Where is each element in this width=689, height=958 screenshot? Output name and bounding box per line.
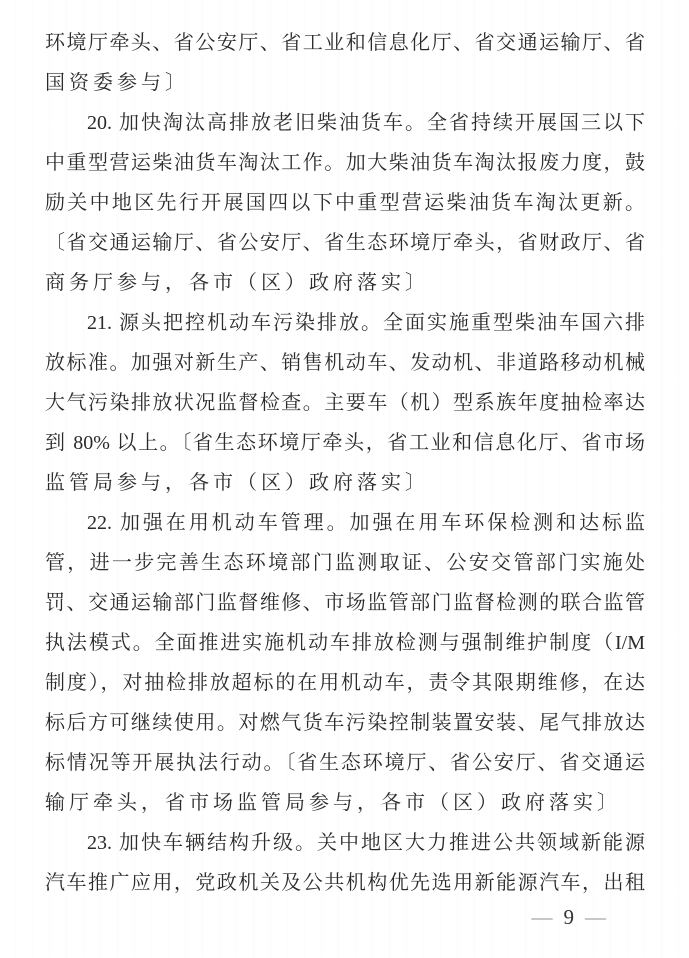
document-line: 商务厅参与，各市（区）政府落实〕 <box>45 272 429 294</box>
document-line: 放标准。加强对新生产、销售机动车、发动机、非道路移动机械 <box>45 352 645 374</box>
document-line: 监管局参与，各市（区）政府落实〕 <box>45 472 429 494</box>
document-line: 到 80% 以上。〔省生态环境厅牵头，省工业和信息化厅、省市场 <box>45 432 645 454</box>
document-line: 输厅牵头，省市场监管局参与，各市（区）政府落实〕 <box>45 792 621 814</box>
document-line: 国资委参与〕 <box>45 72 189 94</box>
document-line: 21. 源头把控机动车污染排放。全面实施重型柴油车国六排 <box>87 312 645 334</box>
document-line: 管，进一步完善生态环境部门监测取证、公安交管部门实施处 <box>45 552 645 574</box>
document-body <box>45 23 645 903</box>
document-line: 22. 加强在用机动车管理。加强在用车环保检测和达标监 <box>87 512 645 534</box>
document-line: 大气污染排放状况监督检查。主要车（机）型系族年度抽检率达 <box>45 392 645 414</box>
document-line: 汽车推广应用，党政机关及公共机构优先选用新能源汽车，出租 <box>45 872 645 894</box>
document-line: 罚、交通运输部门监督维修、市场监管部门监督检测的联合监管 <box>45 592 645 614</box>
document-line: 制度），对抽检排放超标的在用机动车，责令其限期维修，在达 <box>45 672 645 694</box>
page-number <box>532 904 607 930</box>
document-line: 励关中地区先行开展国四以下中重型营运柴油货车淘汰更新。 <box>45 192 645 214</box>
page-number-dash-right: — <box>585 905 606 929</box>
document-line: 执法模式。全面推进实施机动车排放检测与强制维护制度（I/M <box>45 632 645 654</box>
document-line: 标后方可继续使用。对燃气货车污染控制装置安装、尾气排放达 <box>45 712 645 734</box>
document-line: 标情况等开展执法行动。〔省生态环境厅、省公安厅、省交通运 <box>45 752 645 774</box>
document-line: 23. 加快车辆结构升级。关中地区大力推进公共领域新能源 <box>87 832 645 854</box>
page-number-dash-left: — <box>531 905 553 929</box>
document-line: 中重型营运柴油货车淘汰工作。加大柴油货车淘汰报废力度，鼓 <box>45 152 645 174</box>
document-line: 20. 加快淘汰高排放老旧柴油货车。全省持续开展国三以下 <box>87 112 645 134</box>
document-line: 环境厅牵头、省公安厅、省工业和信息化厅、省交通运输厅、省 <box>45 32 645 54</box>
document-line: 〔省交通运输厅、省公安厅、省生态环境厅牵头，省财政厅、省 <box>45 232 645 254</box>
page-number-value: 9 <box>563 905 574 929</box>
